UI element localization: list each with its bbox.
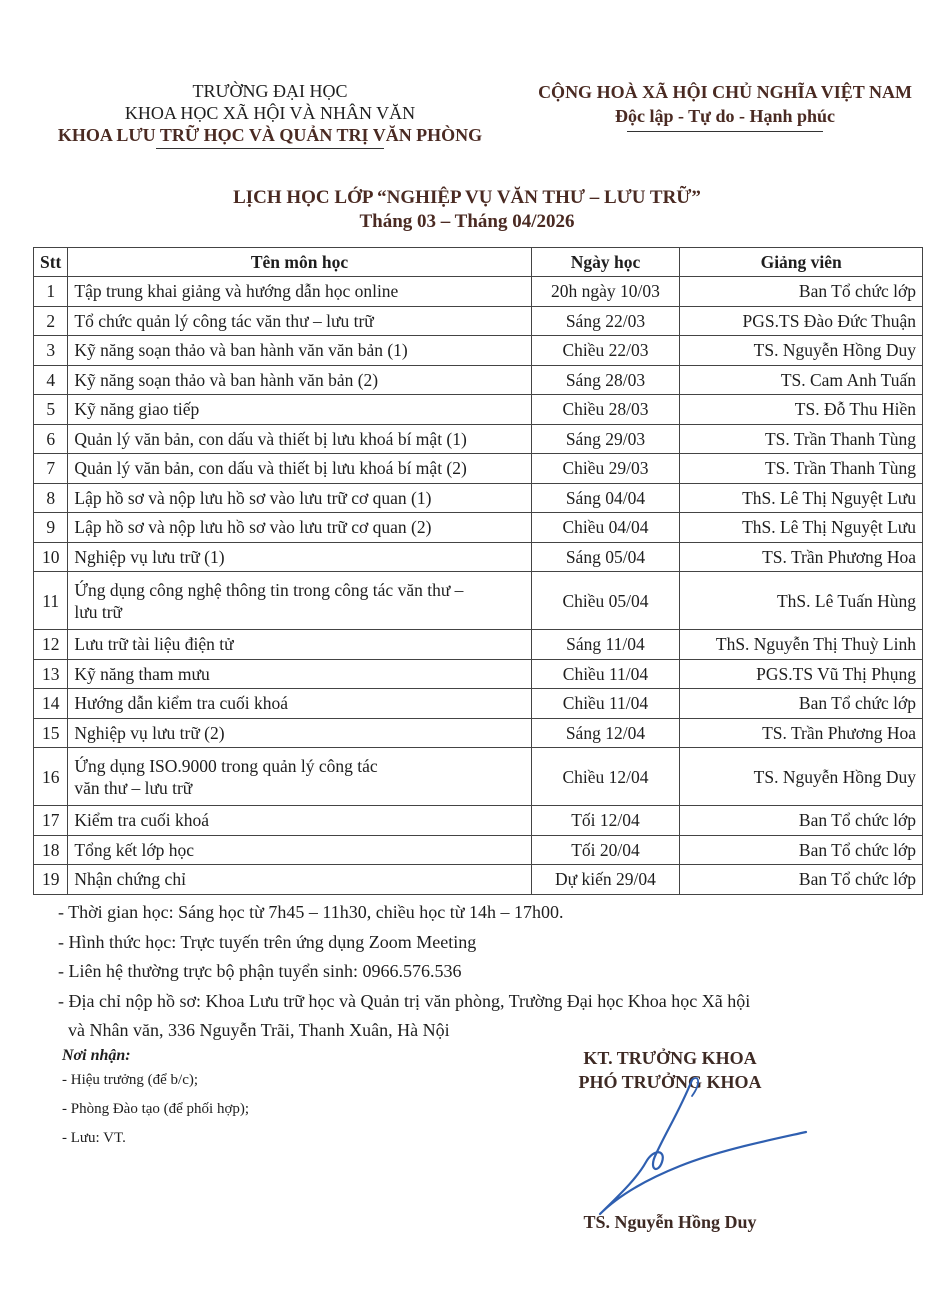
row-subject: Tập trung khai giảng và hướng dẫn học online — [68, 277, 531, 307]
row-date: 20h ngày 10/03 — [531, 277, 680, 307]
row-date: Sáng 22/03 — [531, 306, 680, 336]
table-row — [34, 483, 923, 513]
row-stt: 1 — [34, 277, 68, 307]
recipient-item: - Phòng Đào tạo (để phối hợp); — [62, 1101, 250, 1117]
table-row — [34, 630, 923, 660]
row-subject: Nghiệp vụ lưu trữ (1) — [68, 542, 531, 572]
row-stt: 5 — [34, 395, 68, 425]
row-subject: Kỹ năng tham mưu — [68, 659, 531, 689]
row-lecturer: TS. Cam Anh Tuấn — [680, 365, 923, 395]
row-date: Sáng 04/04 — [531, 483, 680, 513]
row-subject — [68, 748, 531, 806]
row-lecturer: Ban Tổ chức lớp — [680, 689, 923, 719]
row-stt: 17 — [34, 806, 68, 836]
row-subject — [68, 572, 531, 630]
row-stt: 12 — [34, 630, 68, 660]
row-lecturer: ThS. Lê Thị Nguyệt Lưu — [680, 483, 923, 513]
table-row — [34, 277, 923, 307]
row-date: Chiều 05/04 — [531, 572, 680, 630]
row-lecturer: ThS. Lê Thị Nguyệt Lưu — [680, 513, 923, 543]
row-subject: Hướng dẫn kiểm tra cuối khoá — [68, 689, 531, 719]
row-stt: 9 — [34, 513, 68, 543]
row-date: Sáng 11/04 — [531, 630, 680, 660]
title-line-2: Tháng 03 – Tháng 04/2026 — [359, 211, 575, 232]
table-header-row — [34, 248, 923, 277]
row-lecturer: Ban Tổ chức lớp — [680, 806, 923, 836]
issuer-underline — [156, 148, 384, 149]
table-row — [34, 689, 923, 719]
row-lecturer: TS. Trần Thanh Tùng — [680, 454, 923, 484]
university-line: TRƯỜNG ĐẠI HỌC — [192, 81, 348, 101]
row-subject: Kỹ năng soạn thảo và ban hành văn văn bản (1) — [68, 336, 531, 366]
row-stt: 15 — [34, 718, 68, 748]
schedule-table — [33, 247, 923, 895]
note-study-format: - Hình thức học: Trực tuyến trên ứng dụng Zoom Meeting — [58, 931, 477, 952]
row-stt: 18 — [34, 835, 68, 865]
row-date: Dự kiến 29/04 — [531, 865, 680, 895]
national-motto-header — [525, 80, 925, 132]
row-subject: Lập hồ sơ và nộp lưu hồ sơ vào lưu trữ cơ quan (1) — [68, 483, 531, 513]
row-subject: Kỹ năng soạn thảo và ban hành văn bản (2) — [68, 365, 531, 395]
note-address: - Địa chỉ nộp hồ sơ: Khoa Lưu trữ học và Quản trị văn phòng, Trường Đại học Khoa học Xã hội — [58, 990, 751, 1011]
row-stt: 6 — [34, 424, 68, 454]
notes-section — [58, 898, 918, 1046]
signature-stroke — [600, 1080, 806, 1214]
row-lecturer: ThS. Nguyễn Thị Thuỳ Linh — [680, 630, 923, 660]
row-lecturer: Ban Tổ chức lớp — [680, 865, 923, 895]
title-line-1: LỊCH HỌC LỚP “NGHIỆP VỤ VĂN THƯ – LƯU TRỮ” — [233, 187, 701, 208]
table-row — [34, 572, 923, 630]
table-row — [34, 718, 923, 748]
table-row — [34, 542, 923, 572]
recipients-heading: Nơi nhận: — [62, 1047, 131, 1064]
row-lecturer: TS. Trần Phương Hoa — [680, 542, 923, 572]
row-date: Chiều 04/04 — [531, 513, 680, 543]
row-stt: 10 — [34, 542, 68, 572]
row-stt: 16 — [34, 748, 68, 806]
row-date: Chiều 29/03 — [531, 454, 680, 484]
row-subject: Tổ chức quản lý công tác văn thư – lưu trữ — [68, 306, 531, 336]
row-lecturer: ThS. Lê Tuấn Hùng — [680, 572, 923, 630]
table-row — [34, 835, 923, 865]
row-date: Sáng 28/03 — [531, 365, 680, 395]
row-subject: Lưu trữ tài liệu điện tử — [68, 630, 531, 660]
signature-flourish — [692, 1078, 698, 1096]
row-stt: 2 — [34, 306, 68, 336]
handwritten-signature — [580, 1070, 820, 1230]
table-row — [34, 454, 923, 484]
row-lecturer: TS. Trần Phương Hoa — [680, 718, 923, 748]
table-row — [34, 748, 923, 806]
row-date: Chiều 11/04 — [531, 659, 680, 689]
recipients-block — [62, 1046, 249, 1153]
row-lecturer: TS. Trần Thanh Tùng — [680, 424, 923, 454]
row-lecturer: Ban Tổ chức lớp — [680, 277, 923, 307]
row-subject-line-2: lưu trữ — [74, 601, 123, 622]
note-study-time: - Thời gian học: Sáng học từ 7h45 – 11h30, chiều học từ 14h – 17h00. — [58, 902, 564, 922]
row-stt: 3 — [34, 336, 68, 366]
row-subject: Kiểm tra cuối khoá — [68, 806, 531, 836]
table-row — [34, 865, 923, 895]
table-row — [34, 336, 923, 366]
row-date: Sáng 05/04 — [531, 542, 680, 572]
header-subject: Tên môn học — [68, 248, 531, 277]
row-subject: Quản lý văn bản, con dấu và thiết bị lưu khoá bí mật (1) — [68, 424, 531, 454]
table-row — [34, 306, 923, 336]
row-stt: 13 — [34, 659, 68, 689]
row-subject: Tổng kết lớp học — [68, 835, 531, 865]
row-date: Sáng 29/03 — [531, 424, 680, 454]
table-row — [34, 659, 923, 689]
row-date: Chiều 11/04 — [531, 689, 680, 719]
note-contact: - Liên hệ thường trực bộ phận tuyển sinh: 0966.576.536 — [58, 961, 462, 981]
signature-title-2: PHÓ TRƯỞNG KHOA — [578, 1072, 762, 1092]
country-name: CỘNG HOÀ XÃ HỘI CHỦ NGHĨA VIỆT NAM — [538, 82, 912, 102]
row-lecturer: Ban Tổ chức lớp — [680, 835, 923, 865]
note-address-continued: và Nhân văn, 336 Nguyễn Trãi, Thanh Xuân, Hà Nội — [68, 1020, 450, 1040]
row-subject: Lập hồ sơ và nộp lưu hồ sơ vào lưu trữ cơ quan (2) — [68, 513, 531, 543]
row-subject-line-2: văn thư – lưu trữ — [74, 777, 193, 798]
row-stt: 7 — [34, 454, 68, 484]
row-date: Chiều 12/04 — [531, 748, 680, 806]
row-subject: Quản lý văn bản, con dấu và thiết bị lưu khoá bí mật (2) — [68, 454, 531, 484]
header-lecturer: Giảng viên — [680, 248, 923, 277]
row-stt: 8 — [34, 483, 68, 513]
table-row — [34, 806, 923, 836]
university-name: KHOA HỌC XÃ HỘI VÀ NHÂN VĂN — [124, 103, 416, 123]
table-row — [34, 365, 923, 395]
row-lecturer: TS. Nguyễn Hồng Duy — [680, 748, 923, 806]
row-lecturer: TS. Nguyễn Hồng Duy — [680, 336, 923, 366]
row-subject-line-1: Ứng dụng ISO.9000 trong quản lý công tác — [74, 755, 378, 776]
row-lecturer: TS. Đỗ Thu Hiền — [680, 395, 923, 425]
signature-title-1: KT. TRƯỞNG KHOA — [583, 1048, 757, 1068]
row-stt: 4 — [34, 365, 68, 395]
header-stt: Stt — [34, 248, 68, 277]
row-subject-line-1: Ứng dụng công nghệ thông tin trong công tác văn thư – — [74, 579, 464, 600]
motto-underline — [627, 131, 823, 132]
header-date: Ngày học — [531, 248, 680, 277]
row-stt: 11 — [34, 572, 68, 630]
recipient-item: - Lưu: VT. — [62, 1130, 126, 1146]
row-stt: 14 — [34, 689, 68, 719]
recipient-item: - Hiệu trưởng (để b/c); — [62, 1072, 199, 1088]
faculty-name: KHOA LƯU TRỮ HỌC VÀ QUẢN TRỊ VĂN PHÒNG — [57, 125, 483, 145]
row-date: Chiều 28/03 — [531, 395, 680, 425]
row-subject: Nghiệp vụ lưu trữ (2) — [68, 718, 531, 748]
row-subject: Kỹ năng giao tiếp — [68, 395, 531, 425]
row-date: Tối 12/04 — [531, 806, 680, 836]
row-stt: 19 — [34, 865, 68, 895]
motto: Độc lập - Tự do - Hạnh phúc — [614, 106, 836, 126]
document-title — [0, 186, 934, 234]
table-row — [34, 395, 923, 425]
row-date: Sáng 12/04 — [531, 718, 680, 748]
row-date: Tối 20/04 — [531, 835, 680, 865]
row-lecturer: PGS.TS Vũ Thị Phụng — [680, 659, 923, 689]
signer-name: TS. Nguyễn Hồng Duy — [583, 1212, 757, 1232]
table-row — [34, 424, 923, 454]
row-date: Chiều 22/03 — [531, 336, 680, 366]
row-lecturer: PGS.TS Đào Đức Thuận — [680, 306, 923, 336]
issuer-header — [30, 80, 510, 149]
row-subject: Nhận chứng chỉ — [68, 865, 531, 895]
table-row — [34, 513, 923, 543]
